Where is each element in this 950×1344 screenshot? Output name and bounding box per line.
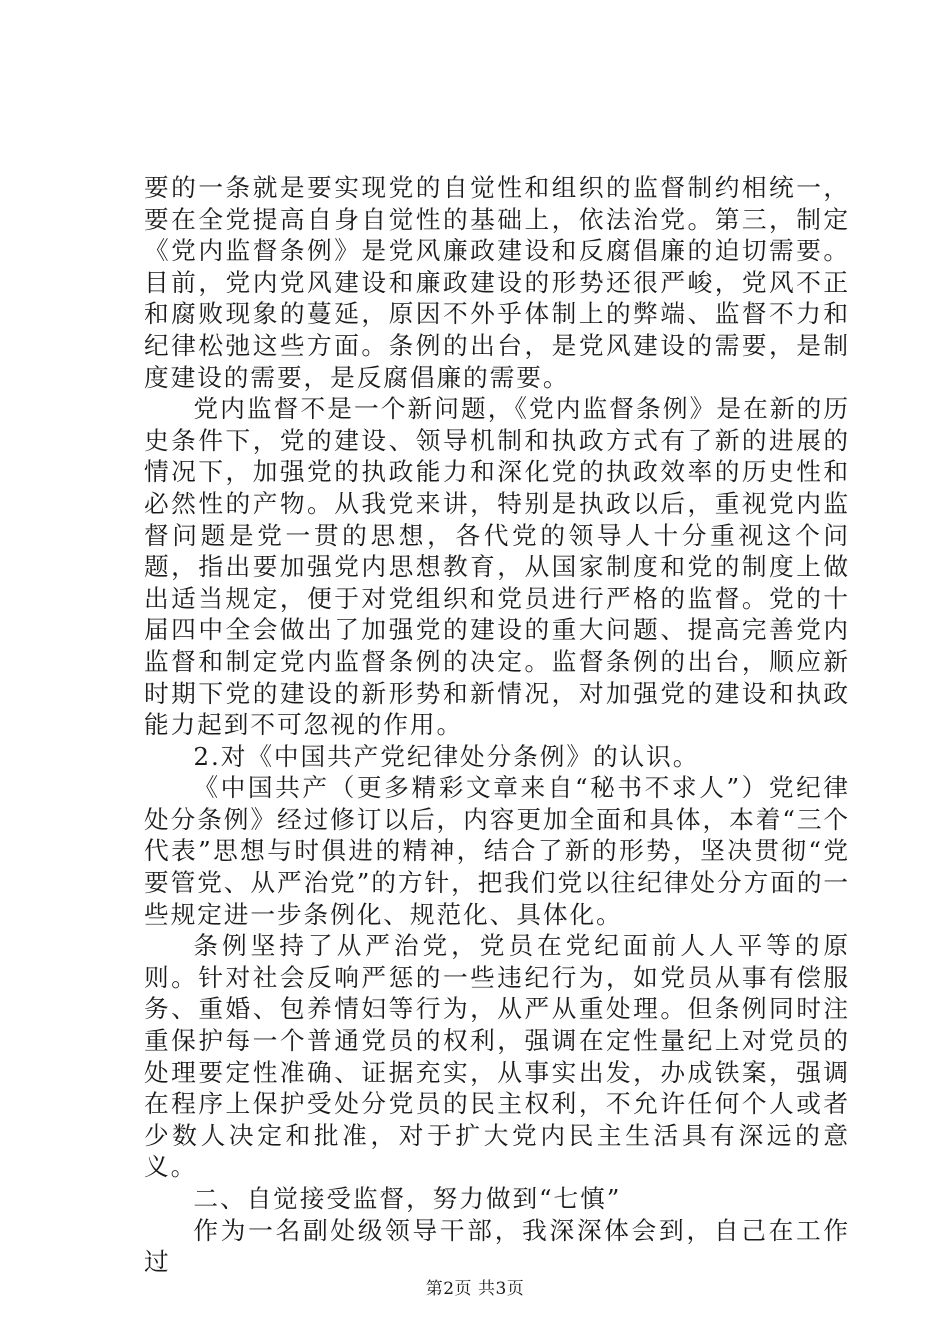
paragraph-4: 条例坚持了从严治党，党员在党纪面前人人平等的原则。针对社会反响严惩的一些违纪行为，如党员从事有偿服务、重婚、包养情妇等行为，从严从重处理。但条例同时注重保护每一个普通党员的权利，强调在定性量纪上对党员的处理要定性准确、证据充实，从事实出发，办成铁案，强调在程序上保护受处分党员的民主权利，不允许任何个人或者少数人决定和批准，对于扩大党内民主生活具有深远的意义。	[144, 931, 850, 1182]
paragraph-1: 要的一条就是要实现党的自觉性和组织的监督制约相统一，要在全党提高自身自觉性的基础上，依法治党。第三，制定《党内监督条例》是党风廉政建设和反腐倡廉的迫切需要。目前，党内党风建设和廉政建设的形势还很严峻，党风不正和腐败现象的蔓延，原因不外乎体制上的弊端、监督不力和纪律松弛这些方面。条例的出台，是党风建设的需要，是制度建设的需要，是反腐倡廉的需要。	[144, 173, 850, 392]
page-number-footer: 第2页 共3页	[425, 1279, 525, 1299]
paragraph-2: 党内监督不是一个新问题，《党内监督条例》是在新的历史条件下，党的建设、领导机制和执政方式有了新的进展的情况下，加强党的执政能力和深化党的执政效率的历史性和必然性的产物。从我党来讲，特别是执政以后，重视党内监督问题是党一贯的思想，各代党的领导人十分重视这个问题，指出要加强党内思想教育，从国家制度和党的制度上做出适当规定，便于对党组织和党员进行严格的监督。党的十届四中全会做出了加强党的建设的重大问题、提高完善党内监督和制定党内监督条例的决定。监督条例的出台，顺应新时期下党的建设的新形势和新情况，对加强党的建设和执政能力起到不可忽视的作用。	[144, 394, 850, 740]
paragraph-5: 作为一名副处级领导干部，我深深体会到，自己在工作过	[144, 1215, 850, 1277]
section-heading-accept-supervision: 二、自觉接受监督，努力做到“七慎”	[193, 1184, 622, 1213]
paragraph-3: 《中国共产（更多精彩文章来自“秘书不求人”）党纪律处分条例》经过修订以后，内容更加全面和具体，本着“三个代表”思想与时俱进的精神，结合了新的形势，坚决贯彻“党要管党、从严治党”的方针，把我们党以往纪律处分方面的一些规定进一步条例化、规范化、具体化。	[144, 773, 850, 929]
section-heading-discipline-regulations: 2.对《中国共产党纪律处分条例》的认识。	[193, 741, 700, 771]
document-body	[144, 172, 850, 1278]
